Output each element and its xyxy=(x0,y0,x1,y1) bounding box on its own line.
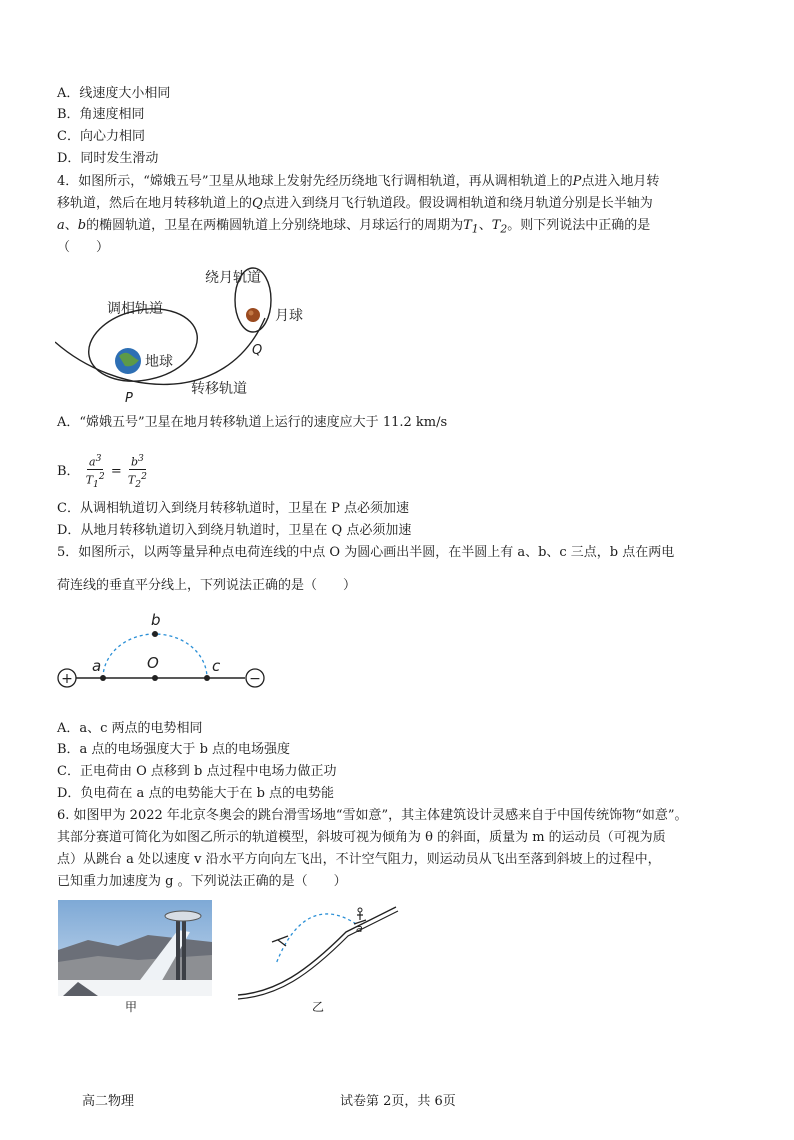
q6-stem-line2: 其部分赛道可简化为如图乙所示的轨道模型，斜坡可视为倾角为 θ 的斜面，质量为 m 的运动员（可视为质 xyxy=(57,830,666,845)
svg-text:b: b xyxy=(151,611,161,629)
point-a xyxy=(100,675,106,681)
q6-stem-line3: 点）从跳台 a 处以速度 v 沿水平方向向左飞出，不计空气阻力，则运动员从飞出至落到斜坡上的过程中， xyxy=(57,852,661,867)
svg-text:O: O xyxy=(147,654,159,672)
q5-option-a: A．a、c 两点的电势相同 xyxy=(57,721,203,736)
point-q-label: Q xyxy=(252,343,263,358)
point-c xyxy=(204,675,210,681)
earth-label: 地球 xyxy=(145,354,173,370)
orbit-diagram xyxy=(55,260,325,410)
point-p-label: P xyxy=(125,391,133,406)
footer-subject: 高二物理 xyxy=(82,1094,135,1109)
q4-stem-line1: 4．如图所示，“嫦娥五号”卫星从地球上发射先经历绕地飞行调相轨道，再从调相轨道上的P点进入地月转 xyxy=(57,174,660,189)
q4-paren: （ ） xyxy=(57,240,110,255)
point-b xyxy=(152,631,158,637)
q3-option-c: C．向心力相同 xyxy=(57,129,145,144)
q3-option-a: A．线速度大小相同 xyxy=(57,86,171,101)
moon-icon xyxy=(246,308,260,322)
fig-label-jia: 甲 xyxy=(125,1000,138,1014)
q3-option-d: D．同时发生滑动 xyxy=(57,151,159,166)
svg-text:c: c xyxy=(212,657,221,675)
q4-stem-line3: a、b的椭圆轨道，卫星在两椭圆轨道上分别绕地球、月球运行的周期为$T_1$、$T_2$。则下列说法中正确的是 xyxy=(57,218,651,236)
trajectory-dashed xyxy=(276,914,356,964)
charges-diagram xyxy=(55,610,270,695)
transfer-orbit-label: 转移轨道 xyxy=(191,381,247,397)
lunar-orbit-label: 绕月轨道 xyxy=(205,270,261,286)
point-a-label: a xyxy=(356,922,363,935)
moon-label: 月球 xyxy=(275,308,303,324)
q4-option-d: D．从地月转移轨道切入到绕月轨道时，卫星在 Q 点必须加速 xyxy=(57,523,412,538)
svg-text:−: − xyxy=(249,671,261,687)
point-o xyxy=(152,675,158,681)
q5-option-b: B．a 点的电场强度大于 b 点的电场强度 xyxy=(57,742,291,757)
q5-stem-line2: 荷连线的垂直平分线上，下列说法正确的是（ ） xyxy=(57,578,357,593)
slope-diagram xyxy=(236,902,402,1002)
q4-option-a: A．“嫦娥五号”卫星在地月转移轨道上运行的速度应大于 11.2 km/s xyxy=(57,415,448,430)
q4-stem-line2: 移轨道，然后在地月转移轨道上的Q点进入到绕月飞行轨道段。假设调相轨道和绕月轨道分别是长半轴为 xyxy=(57,196,653,211)
svg-text:a: a xyxy=(92,657,102,675)
transfer-orbit-curve xyxy=(55,318,265,384)
q4-option-c: C．从调相轨道切入到绕月转移轨道时，卫星在 P 点必须加速 xyxy=(57,501,409,516)
q5-option-d: D．负电荷在 a 点的电势能大于在 b 点的电势能 xyxy=(57,786,335,801)
q5-stem-line1: 5．如图所示，以两等量异种点电荷连线的中点 O 为圆心画出半圆，在半圆上有 a、b、c 三点，b 点在两电 xyxy=(57,545,675,560)
ski-jump-photo xyxy=(58,900,212,996)
q6-stem-line1: 6. 如图甲为 2022 年北京冬奥会的跳台滑雪场地“雪如意”，其主体建筑设计灵感来自于中国传统饰物“如意”。 xyxy=(57,808,688,823)
q4-option-b: B． $\frac{a^3}{T_1^2}$ = $\frac{b^3}{T_2^2}$ xyxy=(57,453,147,490)
slope-lower xyxy=(238,907,396,995)
q6-stem-line4: 已知重力加速度为 g 。下列说法正确的是（ ） xyxy=(57,874,347,889)
fig-label-yi: 乙 xyxy=(312,1000,325,1014)
q5-option-c: C．正电荷由 O 点移到 b 点过程中电场力做正功 xyxy=(57,764,337,779)
svg-text:+: + xyxy=(61,671,73,687)
q3-option-b: B．角速度相同 xyxy=(57,107,145,122)
footer-page-number: 试卷第 2页，共 6页 xyxy=(340,1094,456,1109)
phasing-orbit-label: 调相轨道 xyxy=(107,301,163,317)
